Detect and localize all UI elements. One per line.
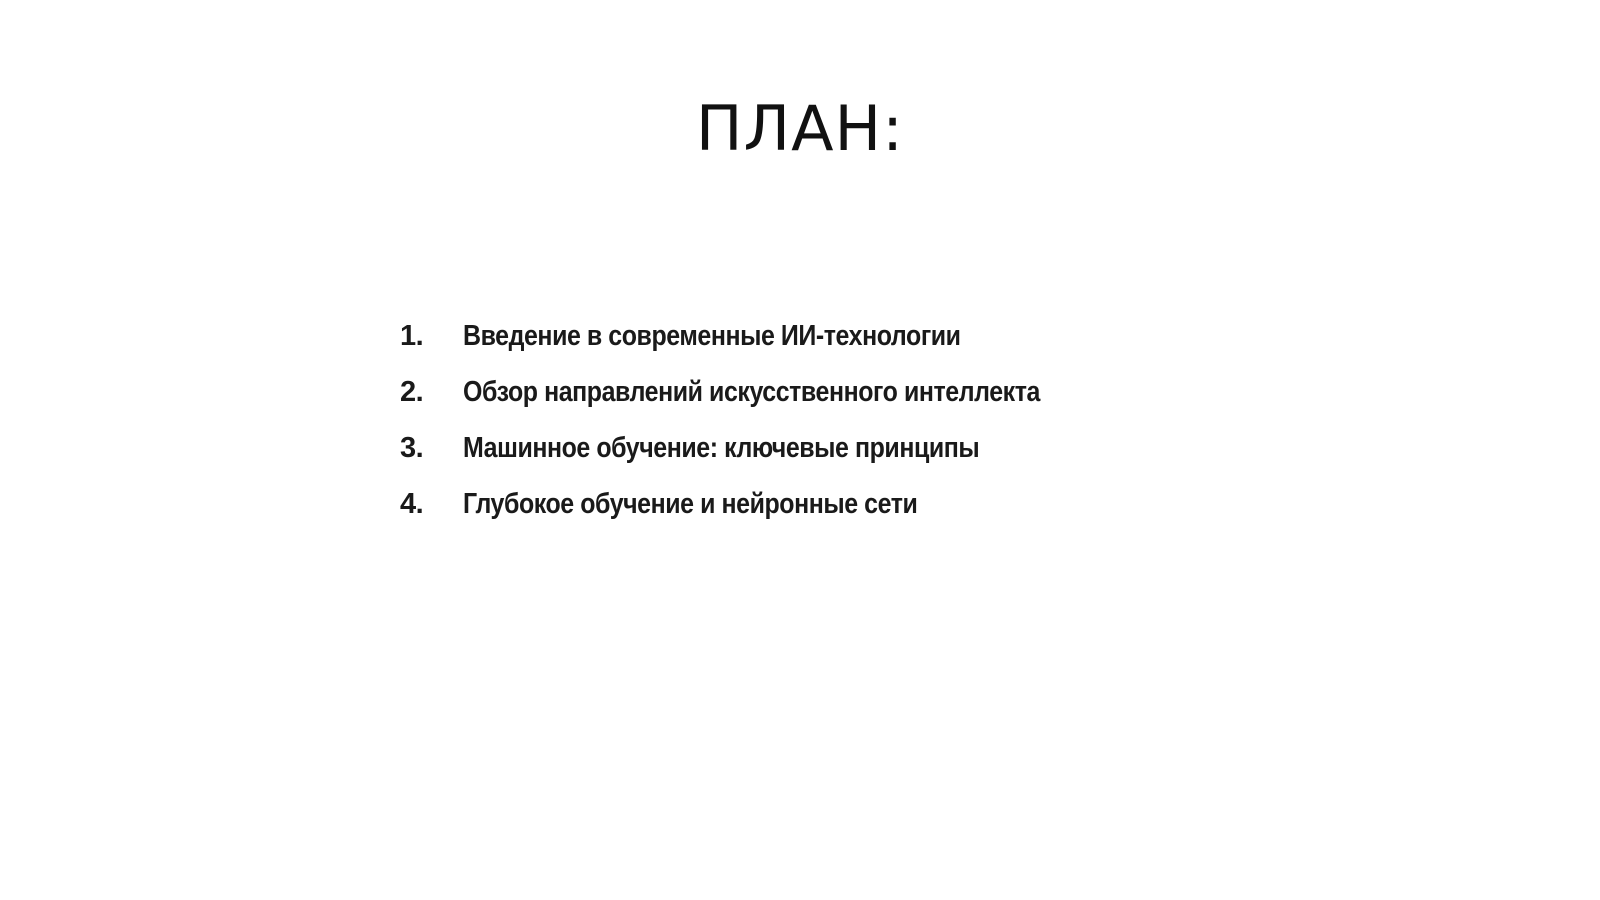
slide-title: ПЛАН: bbox=[695, 92, 905, 165]
list-item bbox=[400, 488, 1300, 544]
list-item-text: Обзор направлений искусственного интеллекта bbox=[463, 376, 1040, 408]
list-item-text: Введение в современные ИИ-технологии bbox=[463, 320, 961, 352]
list-item-number: 4. bbox=[400, 488, 424, 520]
list-item-number: 2. bbox=[400, 376, 424, 408]
list-item-number: 3. bbox=[400, 432, 424, 464]
list-item-text: Машинное обучение: ключевые принципы bbox=[463, 432, 980, 464]
list-item bbox=[400, 432, 1300, 488]
list-item bbox=[400, 320, 1300, 376]
list-item-number: 1. bbox=[400, 320, 424, 352]
list-item bbox=[400, 376, 1300, 432]
plan-list bbox=[400, 320, 1300, 544]
list-item-text: Глубокое обучение и нейронные сети bbox=[463, 488, 918, 520]
